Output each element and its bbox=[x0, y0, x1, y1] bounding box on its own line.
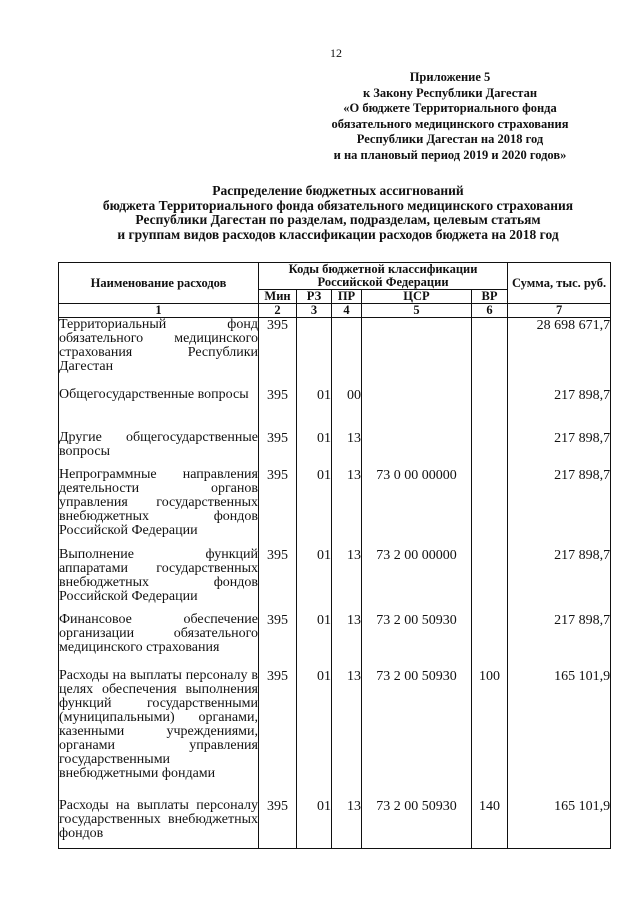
row-pr bbox=[332, 318, 362, 388]
header-name: Наименование расходов bbox=[59, 263, 259, 304]
row-name: Другие общегосударственные вопросы bbox=[59, 431, 259, 468]
row-pr: 13 bbox=[332, 431, 362, 468]
heading-line: и группам видов расходов классификации расходов бюджета на 2018 год bbox=[117, 226, 559, 242]
heading-line: Распределение бюджетных ассигнований bbox=[212, 183, 464, 198]
row-rz: 01 bbox=[297, 388, 332, 431]
table-row bbox=[59, 613, 611, 669]
row-vr bbox=[472, 431, 508, 468]
row-sum: 217 898,7 bbox=[508, 431, 611, 468]
row-sum: 217 898,7 bbox=[508, 468, 611, 548]
row-pr: 13 bbox=[332, 669, 362, 799]
row-csr bbox=[362, 431, 472, 468]
row-csr: 73 2 00 50930 bbox=[362, 669, 472, 799]
row-pr: 13 bbox=[332, 468, 362, 548]
budget-table bbox=[58, 262, 611, 849]
row-name: Расходы на выплаты персоналу государственных внебюджетных фондов bbox=[59, 799, 259, 849]
column-number: 6 bbox=[472, 304, 508, 318]
row-sum: 217 898,7 bbox=[508, 388, 611, 431]
row-csr bbox=[362, 388, 472, 431]
row-vr bbox=[472, 548, 508, 613]
row-rz: 01 bbox=[297, 548, 332, 613]
header-vr: ВР bbox=[472, 290, 508, 304]
column-number: 7 bbox=[508, 304, 611, 318]
table-row bbox=[59, 468, 611, 548]
column-number: 3 bbox=[297, 304, 332, 318]
row-name: Расходы на выплаты персоналу в целях обеспечения выполнения функций государственными (муниципальными) органами, казенными учреждениями, органами управления государственными внебюджетными фондами bbox=[59, 669, 259, 799]
row-csr: 73 0 00 00000 bbox=[362, 468, 472, 548]
column-number: 1 bbox=[59, 304, 259, 318]
row-rz: 01 bbox=[297, 669, 332, 799]
row-min: 395 bbox=[259, 799, 297, 849]
header-rz: РЗ bbox=[297, 290, 332, 304]
row-sum: 217 898,7 bbox=[508, 548, 611, 613]
heading-line: Республики Дагестан по разделам, подразделам, целевым статьям bbox=[135, 212, 541, 227]
row-min: 395 bbox=[259, 669, 297, 799]
annex-line: «О бюджете Территориального фонда bbox=[343, 101, 557, 115]
annex-block bbox=[300, 70, 600, 163]
heading-line: бюджета Территориального фонда обязательного медицинского страхования bbox=[102, 197, 574, 213]
row-min: 395 bbox=[259, 468, 297, 548]
row-pr: 13 bbox=[332, 613, 362, 669]
row-sum: 165 101,9 bbox=[508, 669, 611, 799]
table-row bbox=[59, 388, 611, 431]
column-number: 4 bbox=[332, 304, 362, 318]
row-min: 395 bbox=[259, 388, 297, 431]
header-csr: ЦСР bbox=[362, 290, 472, 304]
column-number: 2 bbox=[259, 304, 297, 318]
row-sum: 165 101,9 bbox=[508, 799, 611, 849]
row-name: Финансовое обеспечение организации обязательного медицинского страхования bbox=[59, 613, 259, 669]
row-min: 395 bbox=[259, 613, 297, 669]
table-row bbox=[59, 548, 611, 613]
row-vr bbox=[472, 468, 508, 548]
annex-line: обязательного медицинского страхования bbox=[331, 116, 569, 131]
page-number: 12 bbox=[330, 46, 342, 60]
row-csr bbox=[362, 318, 472, 388]
row-sum: 28 698 671,7 bbox=[508, 318, 611, 388]
row-pr: 00 bbox=[332, 388, 362, 431]
document-heading bbox=[48, 184, 628, 242]
row-rz: 01 bbox=[297, 468, 332, 548]
row-vr bbox=[472, 613, 508, 669]
row-name: Непрограммные направления деятельности органов управления государственных внебюджетных фондов Российской Федерации bbox=[59, 468, 259, 548]
row-vr: 100 bbox=[472, 669, 508, 799]
row-rz: 01 bbox=[297, 799, 332, 849]
table-row bbox=[59, 318, 611, 388]
header-sum: Сумма, тыс. руб. bbox=[508, 263, 611, 304]
row-min: 395 bbox=[259, 318, 297, 388]
row-csr: 73 2 00 00000 bbox=[362, 548, 472, 613]
header-min: Мин bbox=[259, 290, 297, 304]
column-number: 5 bbox=[362, 304, 472, 318]
row-pr: 13 bbox=[332, 799, 362, 849]
table-row bbox=[59, 799, 611, 849]
row-vr bbox=[472, 388, 508, 431]
row-rz: 01 bbox=[297, 431, 332, 468]
header-pr: ПР bbox=[332, 290, 362, 304]
row-name: Общегосударственные вопросы bbox=[59, 388, 259, 431]
row-name: Территориальный фонд обязательного медицинского страхования Республики Дагестан bbox=[59, 318, 259, 388]
table-row bbox=[59, 431, 611, 468]
row-rz: 01 bbox=[297, 613, 332, 669]
row-name: Выполнение функций аппаратами государственных внебюджетных фондов Российской Федерации bbox=[59, 548, 259, 613]
row-csr: 73 2 00 50930 bbox=[362, 613, 472, 669]
row-csr: 73 2 00 50930 bbox=[362, 799, 472, 849]
row-vr: 140 bbox=[472, 799, 508, 849]
annex-line: к Закону Республики Дагестан bbox=[362, 85, 538, 100]
header-codes-group: Коды бюджетной классификации Российской Федерации bbox=[259, 263, 508, 290]
row-vr bbox=[472, 318, 508, 388]
annex-title: Приложение 5 bbox=[409, 70, 491, 84]
annex-line: Республики Дагестан на 2018 год bbox=[356, 132, 544, 146]
row-sum: 217 898,7 bbox=[508, 613, 611, 669]
annex-line: и на плановый период 2019 и 2020 годов» bbox=[333, 147, 567, 162]
row-min: 395 bbox=[259, 548, 297, 613]
row-pr: 13 bbox=[332, 548, 362, 613]
row-min: 395 bbox=[259, 431, 297, 468]
table-row bbox=[59, 669, 611, 799]
row-rz bbox=[297, 318, 332, 388]
